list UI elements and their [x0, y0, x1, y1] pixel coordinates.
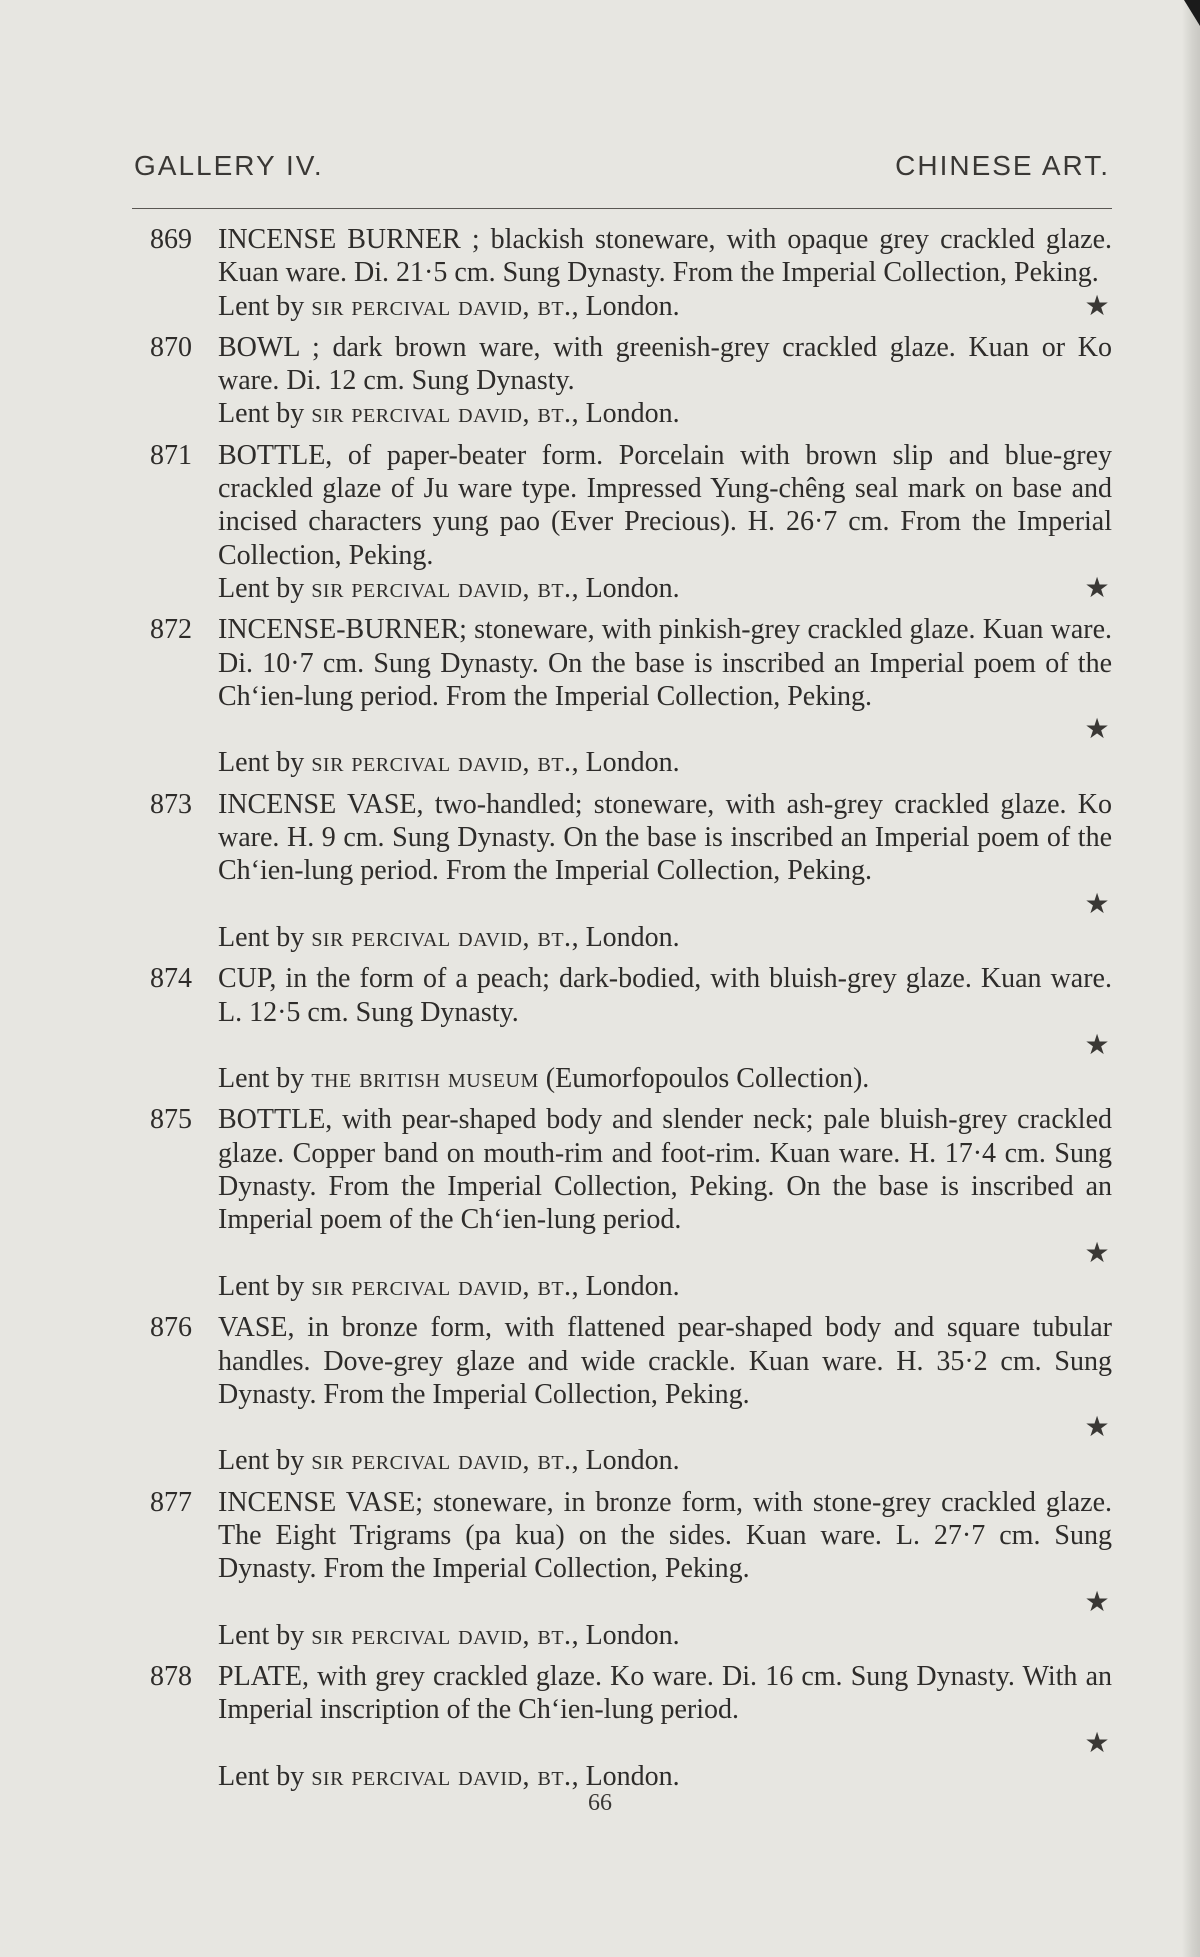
entry-description-text: INCENSE VASE; stoneware, in bronze form, with stone-grey crackled glaze. The Eight Trigrams (pa kua) on the sides. Kuan ware. L. 27·7 cm. Sung Dynasty. From the Imperial Collection, Peking. [218, 1486, 1112, 1585]
entry-description-text: INCENSE BURNER ; blackish stoneware, with opaque grey crackled glaze. Kuan ware. Di. 21·5 cm. Sung Dynasty. From the Imperial Collection, Peking. [218, 224, 1112, 289]
star-icon: ★ [1084, 888, 1110, 920]
entry-number: 872 [150, 614, 192, 646]
entry-lender [218, 290, 1112, 323]
entry-lender [218, 397, 1112, 430]
entry-description [218, 331, 1112, 398]
entry-number: 871 [150, 439, 192, 471]
star-icon: ★ [1084, 572, 1110, 604]
entry-number: 870 [150, 331, 192, 363]
catalogue-entry [132, 223, 1112, 323]
entry-lender-text: Lent by sir percival david, bt., London. [218, 290, 680, 322]
entry-lender-text: Lent by sir percival david, bt., London. [218, 1761, 680, 1793]
catalogue-entry [132, 788, 1112, 954]
entry-lender [218, 1444, 1112, 1477]
running-head [132, 150, 1112, 182]
catalogue-entry [132, 439, 1112, 605]
entry-description-text: PLATE, with grey crackled glaze. Ko ware. Di. 16 cm. Sung Dynasty. With an Imperial inscription of the Ch‘ien-lung period. [218, 1661, 1112, 1726]
entry-body [218, 1311, 1112, 1477]
catalogue-entry [132, 1311, 1112, 1477]
catalogue-entry [132, 1660, 1112, 1793]
entry-body [218, 1486, 1112, 1652]
entry-number: 873 [150, 788, 192, 820]
entry-description [218, 1486, 1112, 1619]
star-line [218, 1411, 1112, 1444]
entry-lender-text: Lent by sir percival david, bt., London. [218, 572, 680, 604]
page-corner [1184, 0, 1200, 26]
entry-body [218, 331, 1112, 431]
running-head-right: CHINESE ART. [895, 150, 1110, 181]
entry-description-text: INCENSE-BURNER; stoneware, with pinkish-grey crackled glaze. Kuan ware. Di. 10·7 cm. Sung Dynasty. On the base is inscribed an Imperial poem of the Ch‘ien-lung period. From the Imperial Collection, Peking. [218, 614, 1112, 712]
entry-description [218, 1311, 1112, 1444]
star-icon: ★ [1084, 1029, 1110, 1061]
entry-description-text: CUP, in the form of a peach; dark-bodied, with bluish-grey glaze. Kuan ware. L. 12·5 cm. Sung Dynasty. [218, 963, 1112, 1028]
entry-description-text: BOTTLE, with pear-shaped body and slender neck; pale bluish-grey crackled glaze. Copper band on mouth-rim and foot-rim. Kuan ware. H. 17·4 cm. Sung Dynasty. From the Imperial Collection, Peking. On the base is inscribed an Imperial poem of the Ch‘ien-lung period. [218, 1104, 1112, 1236]
star-line [218, 1029, 1112, 1062]
star-icon: ★ [1084, 1237, 1110, 1269]
entry-description [218, 1103, 1112, 1269]
star-line [218, 1586, 1112, 1619]
entry-description [218, 962, 1112, 1062]
entry-body [218, 1660, 1112, 1793]
star-icon: ★ [1084, 290, 1110, 322]
entry-number: 869 [150, 224, 192, 255]
entry-body [218, 962, 1112, 1095]
catalogue-entry [132, 1103, 1112, 1303]
entry-body [218, 439, 1112, 605]
entry-description [218, 613, 1112, 746]
star-line [218, 888, 1112, 921]
entry-lender [218, 572, 1112, 605]
entry-number: 877 [150, 1486, 192, 1518]
star-icon: ★ [1084, 714, 1110, 746]
entry-body [218, 788, 1112, 954]
entry-description [218, 223, 1112, 290]
entry-lender [218, 921, 1112, 954]
entry-number: 875 [150, 1104, 192, 1136]
catalogue-entry [132, 1486, 1112, 1652]
entry-lender [218, 1270, 1112, 1303]
entry-lender-text: Lent by sir percival david, bt., London. [218, 398, 680, 430]
entry-lender-text: Lent by the british museum (Eumorfopoulos Collection). [218, 1063, 870, 1095]
entry-lender [218, 746, 1112, 779]
entry-lender-text: Lent by sir percival david, bt., London. [218, 1619, 680, 1651]
header-rule [132, 208, 1112, 209]
entry-body [218, 613, 1112, 779]
entry-description-text: VASE, in bronze form, with flattened pear-shaped body and square tubular handles. Dove-grey glaze and wide crackle. Kuan ware. H. 35·2 cm. Sung Dynasty. From the Imperial Collection, Peking. [218, 1312, 1112, 1410]
star-icon: ★ [1084, 1586, 1110, 1618]
catalogue-entry [132, 331, 1112, 431]
entry-number: 878 [150, 1661, 192, 1693]
entry-list [132, 223, 1112, 1793]
entry-lender-text: Lent by sir percival david, bt., London. [218, 1270, 680, 1302]
entry-lender [218, 1062, 1112, 1095]
entry-description [218, 1660, 1112, 1760]
entry-lender-text: Lent by sir percival david, bt., London. [218, 747, 680, 779]
entry-description-text: BOWL ; dark brown ware, with greenish-grey crackled glaze. Kuan or Ko ware. Di. 12 cm. Sung Dynasty. [218, 331, 1112, 397]
entry-lender-text: Lent by sir percival david, bt., London. [218, 1445, 680, 1477]
entry-lender [218, 1619, 1112, 1652]
star-icon: ★ [1084, 1727, 1110, 1759]
star-line [218, 713, 1112, 746]
page-edge [1182, 0, 1200, 1957]
entry-description [218, 788, 1112, 921]
entry-description [218, 439, 1112, 572]
entry-number: 876 [150, 1312, 192, 1344]
entry-lender-text: Lent by sir percival david, bt., London. [218, 921, 680, 953]
star-line [218, 1237, 1112, 1270]
entry-body [218, 223, 1112, 323]
entry-body [218, 1103, 1112, 1303]
running-head-left: GALLERY IV. [134, 150, 324, 181]
entry-description-text: INCENSE VASE, two-handled; stoneware, with ash-grey crackled glaze. Ko ware. H. 9 cm. Sung Dynasty. On the base is inscribed an Imperial poem of the Ch‘ien-lung period. From the Imperial Collection, Peking. [218, 788, 1112, 887]
star-line [218, 1727, 1112, 1760]
catalogue-page [132, 150, 1112, 1801]
entry-number: 874 [150, 963, 192, 995]
entry-description-text: BOTTLE, of paper-beater form. Porcelain with brown slip and blue-grey crackled glaze of Ju ware type. Impressed Yung-chêng seal mark on base and incised characters yung pao (Ever Precious). H. 26·7 cm. From the Imperial Collection, Peking. [218, 439, 1112, 571]
star-icon: ★ [1084, 1412, 1110, 1444]
entry-lender [218, 1760, 1112, 1793]
catalogue-entry [132, 962, 1112, 1095]
catalogue-entry [132, 613, 1112, 779]
page-number: 66 [588, 1790, 612, 1816]
